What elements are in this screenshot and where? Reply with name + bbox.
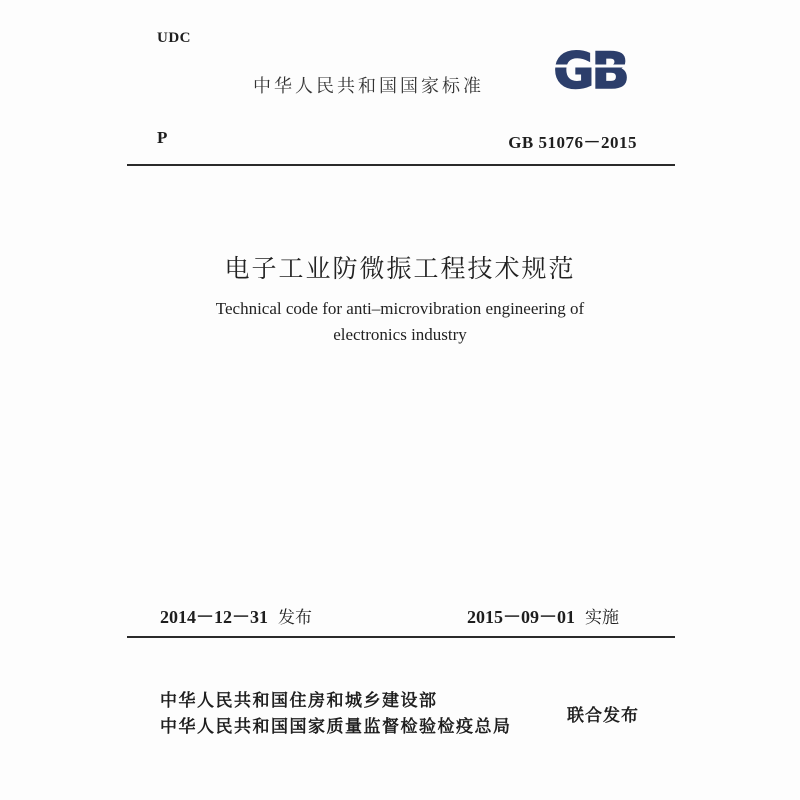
standard-number: GB 51076－2015	[508, 133, 637, 152]
gb-logo-text: GB	[553, 44, 627, 92]
udc-label: UDC	[157, 30, 191, 46]
national-standard-heading: 中华人民共和国国家标准	[253, 76, 484, 97]
english-title-line2: electronics industry	[333, 325, 467, 344]
issue-label: 发布	[278, 608, 312, 628]
implementation-label: 实施	[585, 608, 619, 628]
implementation-date: 2015－09－01	[467, 607, 575, 627]
gb-logo-icon	[540, 44, 640, 92]
implementation-date-block	[467, 603, 619, 629]
issuer-line2: 中华人民共和国国家质量监督检验检疫总局	[160, 717, 512, 737]
classification-code: P	[157, 128, 168, 147]
issuing-authorities	[160, 688, 512, 740]
chinese-title: 电子工业防微振工程技术规范	[224, 254, 576, 283]
joint-issue-label: 联合发布	[567, 706, 639, 726]
english-title	[150, 296, 650, 348]
bottom-divider	[127, 636, 675, 638]
issue-date: 2014－12－31	[160, 607, 268, 627]
issue-date-block	[160, 603, 312, 629]
english-title-line1: Technical code for anti–microvibration engineering of	[215, 299, 585, 318]
top-divider	[127, 164, 675, 166]
issuer-line1: 中华人民共和国住房和城乡建设部	[160, 691, 438, 711]
